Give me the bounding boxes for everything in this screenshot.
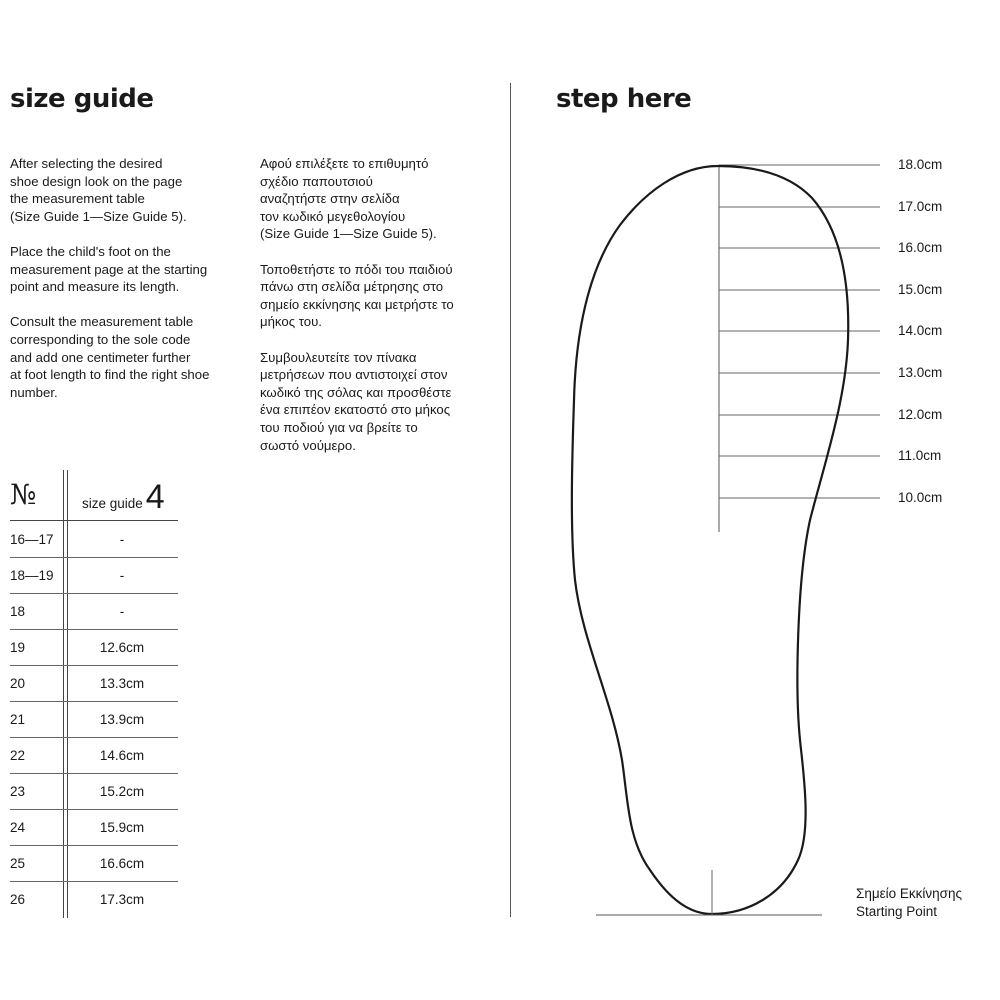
length-cell: - xyxy=(119,532,125,547)
size-cell: 21 xyxy=(10,712,26,727)
ruler-label-10: 10.0cm xyxy=(898,490,943,505)
starting-point-label-en: Starting Point xyxy=(856,904,938,919)
size-cell: 25 xyxy=(10,856,26,871)
ruler-label-12: 12.0cm xyxy=(898,407,943,422)
size-guide-header-label: size guide xyxy=(82,496,143,511)
length-cell: 14.6cm xyxy=(99,748,145,763)
size-cell: 23 xyxy=(10,784,26,799)
length-cell: 15.2cm xyxy=(99,784,145,799)
foot-sole-outline xyxy=(572,166,848,914)
length-cell: 13.3cm xyxy=(99,676,145,691)
ruler-label-14: 14.0cm xyxy=(898,323,943,338)
size-guide-header-number: 4 xyxy=(145,478,165,516)
ruler-label-18: 18.0cm xyxy=(898,157,943,172)
length-cell: 15.9cm xyxy=(99,820,145,835)
ruler-label-13: 13.0cm xyxy=(898,365,943,380)
instruction-gr-3: Συμβουλευτείτε τον πίνακα μετρήσεων που αντιστοιχεί στον κωδικό της σόλας και προσθέστε ένα επιπέον εκατοστό στο μήκος του ποδιού για να βρείτε το σωστό νούμερο. xyxy=(260,349,452,453)
size-cell: 18—19 xyxy=(10,568,54,583)
size-cell: 18 xyxy=(10,604,26,619)
length-cell: 13.9cm xyxy=(99,712,145,727)
ruler-label-15: 15.0cm xyxy=(898,282,943,297)
instruction-en-1: After selecting the desired shoe design look on the page the measurement table (Size Guide 1—Size Guide 5). xyxy=(10,156,187,224)
instruction-en-3: Consult the measurement table corresponding to the sole code and add one centimeter further at foot length to find the right shoe number. xyxy=(10,314,210,400)
size-cell: 22 xyxy=(10,748,26,763)
ruler-label-17: 17.0cm xyxy=(898,199,943,214)
instruction-gr-2: Τοποθετήστε το πόδι του παιδιού πάνω στη σελίδα μέτρησης στο σημείο εκκίνησης και μετρήστε το μήκος του. xyxy=(260,261,454,330)
size-cell: 16—17 xyxy=(10,532,54,547)
ruler-label-16: 16.0cm xyxy=(898,240,943,255)
length-cell: 12.6cm xyxy=(99,640,145,655)
size-cell: 26 xyxy=(10,892,26,907)
size-cell: 24 xyxy=(10,820,26,835)
length-cell: 17.3cm xyxy=(99,892,145,907)
size-cell: 19 xyxy=(10,640,26,655)
step-here-title: step here xyxy=(556,84,692,114)
length-cell: - xyxy=(119,604,125,619)
length-cell: - xyxy=(119,568,125,583)
number-header: № xyxy=(10,478,37,511)
instruction-gr-1: Αφού επιλέξετε το επιθυμητό σχέδιο παπουτσιού αναζητήστε στην σελίδα τον κωδικό μεγεθολογίου (Size Guide 1—Size Guide 5). xyxy=(260,156,437,242)
size-cell: 20 xyxy=(10,676,26,691)
starting-point-label-gr: Σημείο Εκκίνησης xyxy=(856,886,963,901)
size-guide-title: size guide xyxy=(10,84,154,114)
ruler-label-11: 11.0cm xyxy=(898,448,942,463)
length-cell: 16.6cm xyxy=(99,856,145,871)
instruction-en-2: Place the child's foot on the measurement page at the starting point and measure its length. xyxy=(10,243,208,295)
